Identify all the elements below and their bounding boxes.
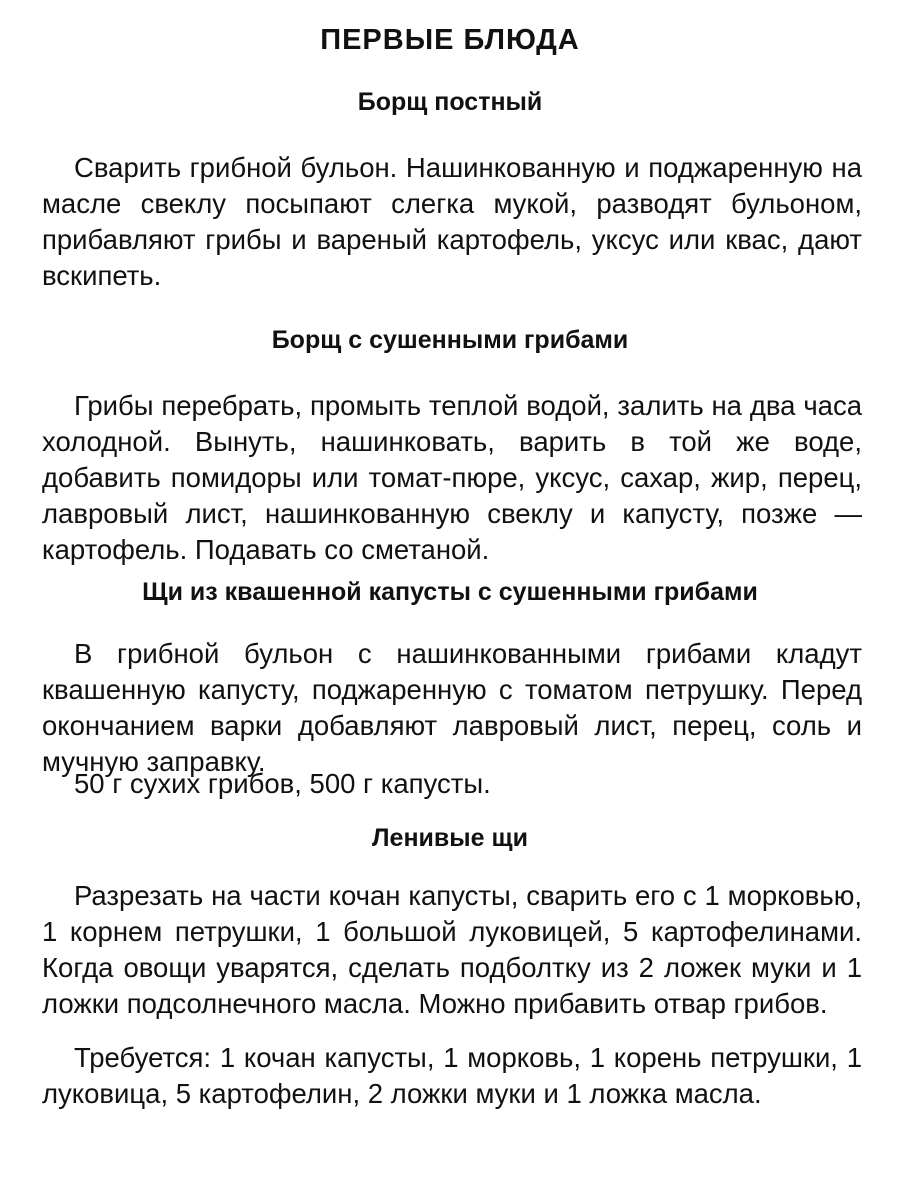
recipe-title-borsch-lenten: Борщ постный [357, 88, 543, 116]
recipe-title-shchi-sauerkraut: Щи из квашенной капусты с сушенными грибами [142, 578, 758, 606]
recipe-text-borsch-dried-mushrooms: Грибы перебрать, промыть теплой водой, залить на два часа холодной. Вынуть, нашинковать, варить в той же воде, добавить помидоры или томат-пюре, уксус, сахар, жир, перец, лавровый лист, нашинкованную свеклу и капусту, позже — картофель. Подавать со сметаной. [42, 390, 862, 565]
recipe-title-borsch-dried-mushrooms: Борщ с сушенными грибами [271, 326, 629, 354]
recipe-ingredients-shchi-sauerkraut: 50 г сухих грибов, 500 г капусты. [74, 768, 491, 799]
recipe-text-borsch-lenten: Сварить грибной бульон. Нашинкованную и поджаренную на масле свеклу посыпают слегка мукой, разводят бульоном, прибавляют грибы и вареный картофель, уксус или квас, дают вскипеть. [42, 152, 862, 291]
recipe-ingredients-lazy-shchi: Требуется: 1 кочан капусты, 1 морковь, 1 корень петрушки, 1 луковица, 5 картофелин, 2 ложки муки и 1 ложка масла. [42, 1042, 862, 1109]
recipe-title-lazy-shchi: Ленивые щи [372, 824, 528, 852]
page-title: ПЕРВЫЕ БЛЮДА [320, 24, 580, 56]
recipe-text-shchi-sauerkraut: В грибной бульон с нашинкованными грибами кладут квашенную капусту, поджаренную с томатом петрушку. Перед окончанием варки добавляют лавровый лист, перец, соль и мучную заправку. [42, 638, 862, 777]
recipe-text-lazy-shchi: Разрезать на части кочан капусты, сварить его с 1 морковью, 1 корнем петрушки, 1 большой луковицей, 5 картофелинами. Когда овощи уварятся, сделать подболтку из 2 ложек муки и 1 ложки подсолнечного масла. Можно прибавить отвар грибов. [42, 880, 862, 1019]
